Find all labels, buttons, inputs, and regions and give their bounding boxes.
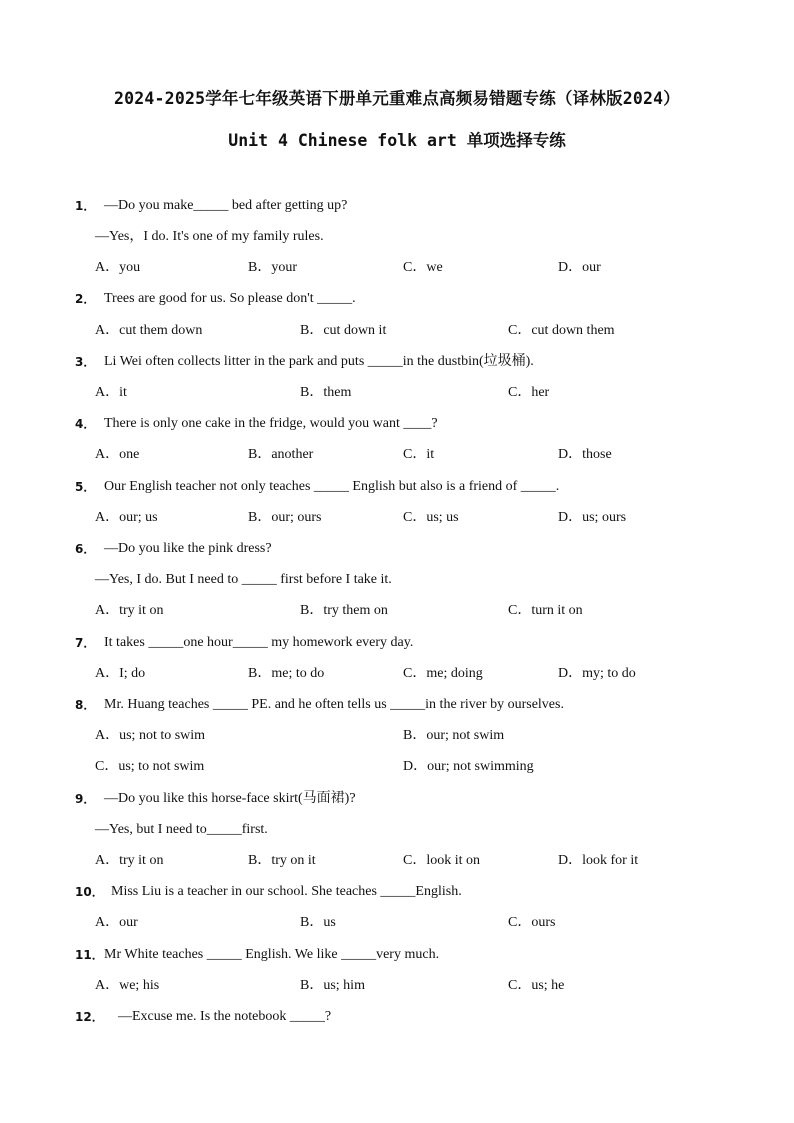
option-a[interactable]: A．I; do xyxy=(95,666,146,681)
option-a[interactable]: A．us; not to swim xyxy=(95,728,206,743)
option-a[interactable]: A．try it on xyxy=(95,603,164,618)
question-stem: Trees are good for us. So please don't _____. xyxy=(104,291,356,306)
option-c[interactable]: C．it xyxy=(403,447,435,462)
option-c[interactable]: C．we xyxy=(403,260,443,275)
option-b[interactable]: B．cut down it xyxy=(300,323,387,338)
question-number: 7． xyxy=(75,636,96,650)
question-stem: —Do you like this horse-face skirt(马面裙)? xyxy=(104,791,356,806)
option-b[interactable]: B．try on it xyxy=(248,853,316,868)
option-d[interactable]: D．look for it xyxy=(558,853,639,868)
option-b[interactable]: B．try them on xyxy=(300,603,388,618)
option-c[interactable]: C．us; us xyxy=(403,510,459,525)
option-b[interactable]: B．us xyxy=(300,915,336,930)
question-number: 4． xyxy=(75,417,96,431)
question-stem: It takes _____one hour_____ my homework every day. xyxy=(104,635,414,650)
option-c[interactable]: C．her xyxy=(508,385,550,400)
question-stem: —Do you like the pink dress? xyxy=(104,541,272,556)
question-stem: —Excuse me. Is the notebook _____? xyxy=(118,1009,332,1024)
option-d[interactable]: D．us; ours xyxy=(558,510,627,525)
question-number: 9． xyxy=(75,792,96,806)
option-c[interactable]: C．us; he xyxy=(508,978,565,993)
option-a[interactable]: A．cut them down xyxy=(95,323,203,338)
option-d[interactable]: D．our; not swimming xyxy=(403,759,534,774)
option-b[interactable]: B．our; not swim xyxy=(403,728,505,743)
option-b[interactable]: B．another xyxy=(248,447,314,462)
question-stem: Miss Liu is a teacher in our school. She teaches _____English. xyxy=(111,884,462,899)
question-stem-line-2: —Yes, I do. But I need to _____ first before I take it. xyxy=(95,572,392,587)
option-a[interactable]: A．try it on xyxy=(95,853,164,868)
option-a[interactable]: A．one xyxy=(95,447,140,462)
option-a[interactable]: A．you xyxy=(95,260,141,275)
question-stem: Mr. Huang teaches _____ PE. and he often tells us _____in the river by ourselves. xyxy=(104,697,564,712)
option-b[interactable]: B．your xyxy=(248,260,297,275)
option-c[interactable]: C．us; to not swim xyxy=(95,759,205,774)
question-number: 11． xyxy=(75,948,104,962)
option-c[interactable]: C．me; doing xyxy=(403,666,483,681)
question-stem-line-2: —Yes, but I need to_____first. xyxy=(95,822,268,837)
worksheet-subtitle: Unit 4 Chinese folk art 单项选择专练 xyxy=(228,131,566,150)
question-number: 2． xyxy=(75,292,96,306)
question-number: 5． xyxy=(75,480,96,494)
question-number: 10． xyxy=(75,885,104,899)
question-stem: Li Wei often collects litter in the park and puts _____in the dustbin(垃圾桶). xyxy=(104,354,534,369)
option-c[interactable]: C．turn it on xyxy=(508,603,583,618)
option-c[interactable]: C．look it on xyxy=(403,853,481,868)
option-b[interactable]: B．me; to do xyxy=(248,666,325,681)
question-number: 6． xyxy=(75,542,96,556)
question-stem: Mr White teaches _____ English. We like _____very much. xyxy=(104,947,440,962)
question-number: 1． xyxy=(75,199,96,213)
option-d[interactable]: D．our xyxy=(558,260,601,275)
option-a[interactable]: A．our xyxy=(95,915,138,930)
option-b[interactable]: B．us; him xyxy=(300,978,365,993)
option-a[interactable]: A．it xyxy=(95,385,127,400)
worksheet-title: 2024-2025学年七年级英语下册单元重难点高频易错题专练（译林版2024） xyxy=(114,89,680,108)
question-stem-line-2: —Yes，I do. It's one of my family rules. xyxy=(95,229,324,244)
option-a[interactable]: A．we; his xyxy=(95,978,160,993)
option-d[interactable]: D．my; to do xyxy=(558,666,636,681)
question-stem: There is only one cake in the fridge, would you want ____? xyxy=(104,416,438,431)
option-c[interactable]: C．cut down them xyxy=(508,323,615,338)
question-stem: —Do you make_____ bed after getting up? xyxy=(104,198,348,213)
option-b[interactable]: B．our; ours xyxy=(248,510,322,525)
option-a[interactable]: A．our; us xyxy=(95,510,158,525)
option-c[interactable]: C．ours xyxy=(508,915,556,930)
question-number: 3． xyxy=(75,355,96,369)
question-stem: Our English teacher not only teaches _____ English but also is a friend of _____. xyxy=(104,479,560,494)
option-b[interactable]: B．them xyxy=(300,385,352,400)
question-number: 12． xyxy=(75,1010,104,1024)
option-d[interactable]: D．those xyxy=(558,447,612,462)
question-number: 8． xyxy=(75,698,96,712)
